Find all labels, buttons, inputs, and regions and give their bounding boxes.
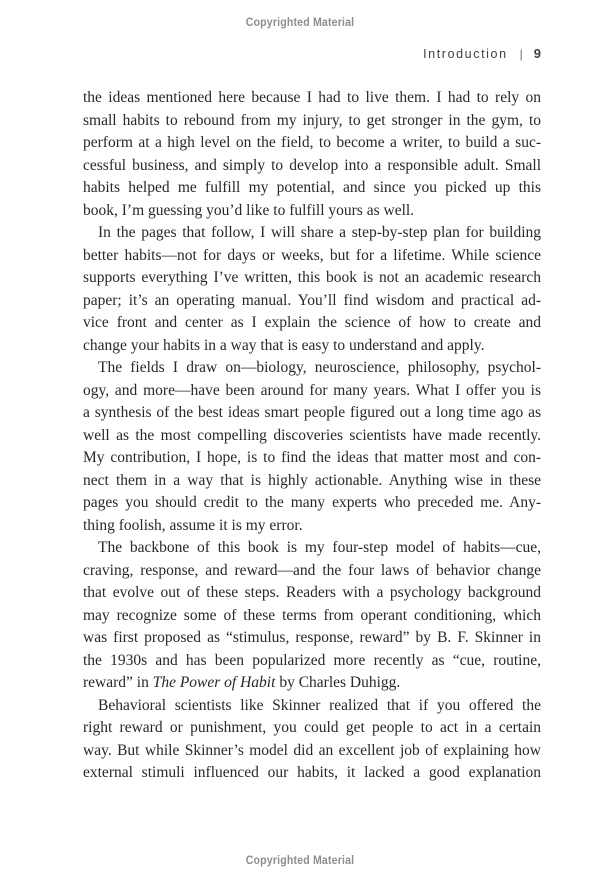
text-line: ogy, and more—have been around for many years. What I offer you is [83,381,541,399]
text-line: better habits—not for days or weeks, but for a lifetime. While science [83,246,541,264]
text-line: well as the most compelling discoveries scientists have made recently. [83,426,541,444]
page-number: 9 [533,46,541,61]
text-line: right reward or punishment, you could get people to act in a certain [83,719,541,736]
text-line: craving, response, and reward—and the four laws of behavior change [83,561,541,579]
text-line: cessful business, and simply to develop into a responsible adult. Small [83,156,541,174]
text-line: a synthesis of the best ideas smart people figured out a long time ago as [83,404,541,421]
text-line: The fields I draw on—biology, neuroscience, philosophy, psychol- [98,359,541,376]
paragraph [83,357,541,537]
book-title-italic: The Power of Habit [152,674,276,691]
text-line: way. But while Skinner’s model did an excellent job of explaining how [83,741,541,759]
text-line: nect them in a way that is highly actionable. Anything wise in these [83,471,541,489]
text-line: small habits to rebound from my injury, to get stronger in the gym, to [83,111,541,129]
text-line: the 1930s and has been popularized more recently as “cue, routine, [83,651,541,669]
text-line: vice front and center as I explain the science of how to create and [83,314,541,331]
text-line: perform at a high level on the field, to become a writer, to build a suc- [83,134,541,151]
text-line: may recognize some of these terms from operant conditioning, which [83,606,541,624]
text-line: thing foolish, assume it is my error. [83,516,303,534]
running-head-separator: | [519,47,523,61]
body-text [83,87,541,785]
paragraph [83,695,541,785]
paragraph [83,537,541,695]
paragraph [83,87,541,222]
text-line: change your habits in a way that is easy to understand and apply. [83,336,485,354]
text-line: was first proposed as “stimulus, response, reward” by B. F. Skinner in [83,629,541,646]
text-line: pages you should credit to the many experts who preceded me. Any- [83,494,541,511]
text-line: Behavioral scientists like Skinner realized that if you offered the [98,696,541,714]
running-head [83,46,541,62]
text-line: My contribution, I hope, is to find the ideas that matter most and con- [83,449,541,466]
text-line: habits helped me fulfill my potential, and since you picked up this [83,179,541,196]
text-line: In the pages that follow, I will share a step-by-step plan for building [98,224,541,241]
copyright-notice-top: Copyrighted Material [245,15,355,29]
text-line: paper; it’s an operating manual. You’ll find wisdom and practical ad- [83,291,541,309]
text-line: supports everything I’ve written, this book is not an academic research [83,269,541,286]
text-line: reward” in The Power of Habit by Charles Duhigg. [83,674,401,691]
text-line: The backbone of this book is my four-step model of habits—cue, [98,539,541,556]
running-head-section: Introduction [423,47,508,61]
text-line: book, I’m guessing you’d like to fulfill yours as well. [83,201,415,219]
text-line: that evolve out of these steps. Readers with a psychology background [83,584,541,601]
copyright-notice-bottom: Copyrighted Material [245,853,355,867]
text-line: the ideas mentioned here because I had to live them. I had to rely on [83,89,541,106]
paragraph [83,222,541,357]
text-line: external stimuli influenced our habits, it lacked a good explanation [83,764,541,781]
